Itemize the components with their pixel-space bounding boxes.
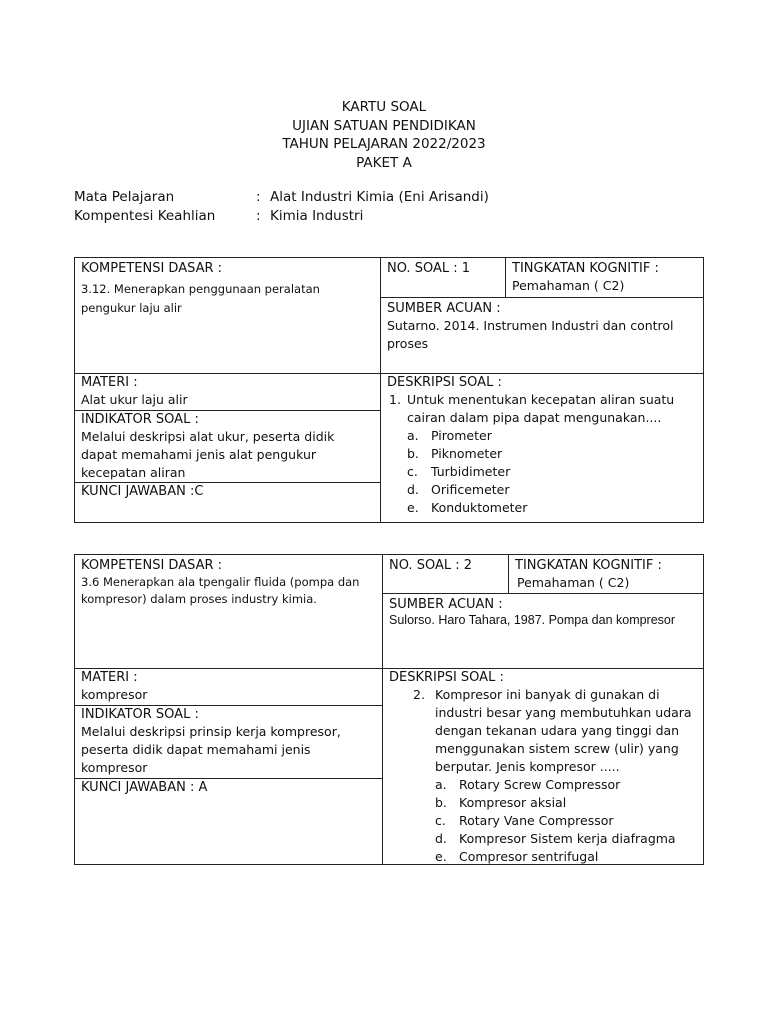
option-text: Rotary Screw Compressor bbox=[459, 777, 621, 792]
answer-options bbox=[387, 427, 697, 517]
kompetensi-label: KOMPETENSI DASAR : bbox=[81, 261, 223, 276]
meta-label: Mata Pelajaran bbox=[74, 189, 175, 205]
materi-cell bbox=[75, 669, 382, 705]
answer-option bbox=[435, 794, 697, 812]
answer-option bbox=[435, 776, 697, 794]
sumber-text: Sulorso. Haro Tahara, 1987. Pompa dan kompresor bbox=[389, 613, 676, 627]
option-letter: d. bbox=[435, 831, 447, 846]
option-letter: a. bbox=[407, 428, 419, 443]
answer-options bbox=[389, 776, 697, 866]
deskripsi-label: DESKRIPSI SOAL : bbox=[387, 375, 502, 390]
meta-value: Alat Industri Kimia (Eni Arisandi) bbox=[270, 189, 489, 205]
question-text: Kompresor ini banyak di gunakan di industri besar yang membutuhkan udara dengan tekanan udara yang tinggi dan menggunakan sistem screw (ulir) yang berputar. Jenis kompresor ..... bbox=[435, 687, 692, 774]
indikator-cell bbox=[75, 705, 382, 779]
option-letter: b. bbox=[407, 446, 419, 461]
materi-label: MATERI : bbox=[81, 670, 138, 685]
kunci-cell bbox=[75, 779, 382, 796]
option-text: Kompresor aksial bbox=[459, 795, 567, 810]
option-letter: e. bbox=[407, 500, 419, 515]
option-letter: c. bbox=[407, 464, 418, 479]
no-soal: NO. SOAL : 2 bbox=[389, 558, 473, 573]
tingkatan-value: Pemahaman ( C2) bbox=[512, 278, 625, 293]
tingkatan-label: TINGKATAN KOGNITIF : bbox=[512, 261, 659, 276]
materi-text: Alat ukur laju alir bbox=[81, 392, 188, 407]
meta-label: Kompentesi Keahlian bbox=[74, 208, 216, 224]
question-number: 2. bbox=[413, 687, 425, 702]
tingkatan-label: TINGKATAN KOGNITIF : bbox=[515, 558, 662, 573]
option-text: Kompresor Sistem kerja diafragma bbox=[459, 831, 676, 846]
question-card-1 bbox=[74, 257, 704, 523]
indikator-label: INDIKATOR SOAL : bbox=[81, 707, 199, 722]
meta-value: Kimia Industri bbox=[270, 208, 364, 224]
tingkatan-cell bbox=[506, 258, 703, 298]
option-text: Pirometer bbox=[431, 428, 492, 443]
deskripsi-cell bbox=[381, 374, 703, 522]
subject-info bbox=[74, 188, 489, 226]
answer-option bbox=[407, 463, 697, 481]
indikator-label: INDIKATOR SOAL : bbox=[81, 412, 199, 427]
option-text: Konduktometer bbox=[431, 500, 528, 515]
kompetensi-label: KOMPETENSI DASAR : bbox=[81, 558, 223, 573]
option-letter: e. bbox=[435, 849, 447, 864]
option-text: Rotary Vane Compressor bbox=[459, 813, 614, 828]
answer-option bbox=[407, 499, 697, 517]
title-tahun-pelajaran: TAHUN PELAJARAN 2022/2023 bbox=[282, 136, 486, 152]
meta-row-mata-pelajaran bbox=[74, 188, 489, 207]
option-letter: d. bbox=[407, 482, 419, 497]
answer-option bbox=[407, 427, 697, 445]
meta-colon: : bbox=[256, 189, 261, 205]
question-number: 1. bbox=[389, 392, 401, 407]
question-item bbox=[389, 686, 697, 776]
question-text: Untuk menentukan kecepatan aliran suatu cairan dalam pipa dapat mengunakan.... bbox=[407, 392, 675, 425]
option-text: Compresor sentrifugal bbox=[459, 849, 599, 864]
title-ujian: UJIAN SATUAN PENDIDIKAN bbox=[292, 117, 476, 134]
kompetensi-text: 3.6 Menerapkan ala tpengalir fluida (pompa dan kompresor) dalam proses industry kimia. bbox=[81, 575, 360, 606]
sumber-cell bbox=[383, 594, 703, 669]
indikator-cell bbox=[75, 411, 380, 483]
left-column bbox=[75, 669, 383, 864]
sumber-label: SUMBER ACUAN : bbox=[387, 301, 501, 316]
kunci-cell bbox=[75, 483, 380, 500]
no-soal: NO. SOAL : 1 bbox=[387, 261, 471, 276]
tingkatan-cell bbox=[509, 555, 703, 594]
option-letter: a. bbox=[435, 777, 447, 792]
document-header bbox=[0, 98, 768, 172]
sumber-cell bbox=[381, 298, 703, 374]
materi-text: kompresor bbox=[81, 687, 148, 702]
meta-colon: : bbox=[256, 208, 261, 224]
indikator-text: Melalui deskripsi alat ukur, peserta didik dapat memahami jenis alat pengukur kecepatan aliran bbox=[81, 429, 335, 480]
deskripsi-label: DESKRIPSI SOAL : bbox=[389, 670, 504, 685]
materi-label: MATERI : bbox=[81, 375, 138, 390]
option-text: Piknometer bbox=[431, 446, 503, 461]
sumber-text: Sutarno. 2014. Instrumen Industri dan control proses bbox=[387, 318, 674, 351]
no-soal-cell bbox=[381, 258, 506, 298]
kompetensi-cell bbox=[75, 258, 381, 374]
option-text: Orificemeter bbox=[431, 482, 510, 497]
question-item bbox=[387, 391, 697, 427]
no-soal-cell bbox=[383, 555, 509, 594]
kompetensi-text: 3.12. Menerapkan penggunaan peralatan pengukur laju alir bbox=[81, 282, 320, 315]
sumber-label: SUMBER ACUAN : bbox=[389, 597, 503, 612]
answer-option bbox=[435, 812, 697, 830]
option-text: Turbidimeter bbox=[431, 464, 511, 479]
answer-option bbox=[407, 481, 697, 499]
title-kartu-soal: KARTU SOAL bbox=[341, 99, 427, 115]
option-letter: c. bbox=[435, 813, 446, 828]
materi-cell bbox=[75, 374, 380, 411]
kunci-jawaban: KUNCI JAWABAN : A bbox=[81, 780, 208, 795]
deskripsi-cell bbox=[383, 669, 703, 864]
left-column bbox=[75, 374, 381, 522]
title-paket: PAKET A bbox=[356, 154, 412, 171]
meta-row-kompetensi-keahlian bbox=[74, 207, 489, 226]
indikator-text: Melalui deskripsi prinsip kerja kompresor, peserta didik dapat memahami jenis kompresor bbox=[81, 724, 341, 775]
answer-option bbox=[435, 848, 697, 866]
answer-option bbox=[407, 445, 697, 463]
option-letter: b. bbox=[435, 795, 447, 810]
kompetensi-cell bbox=[75, 555, 383, 669]
kunci-jawaban: KUNCI JAWABAN :C bbox=[81, 484, 204, 499]
answer-option bbox=[435, 830, 697, 848]
question-card-2 bbox=[74, 554, 704, 865]
tingkatan-value: Pemahaman ( C2) bbox=[517, 575, 630, 590]
